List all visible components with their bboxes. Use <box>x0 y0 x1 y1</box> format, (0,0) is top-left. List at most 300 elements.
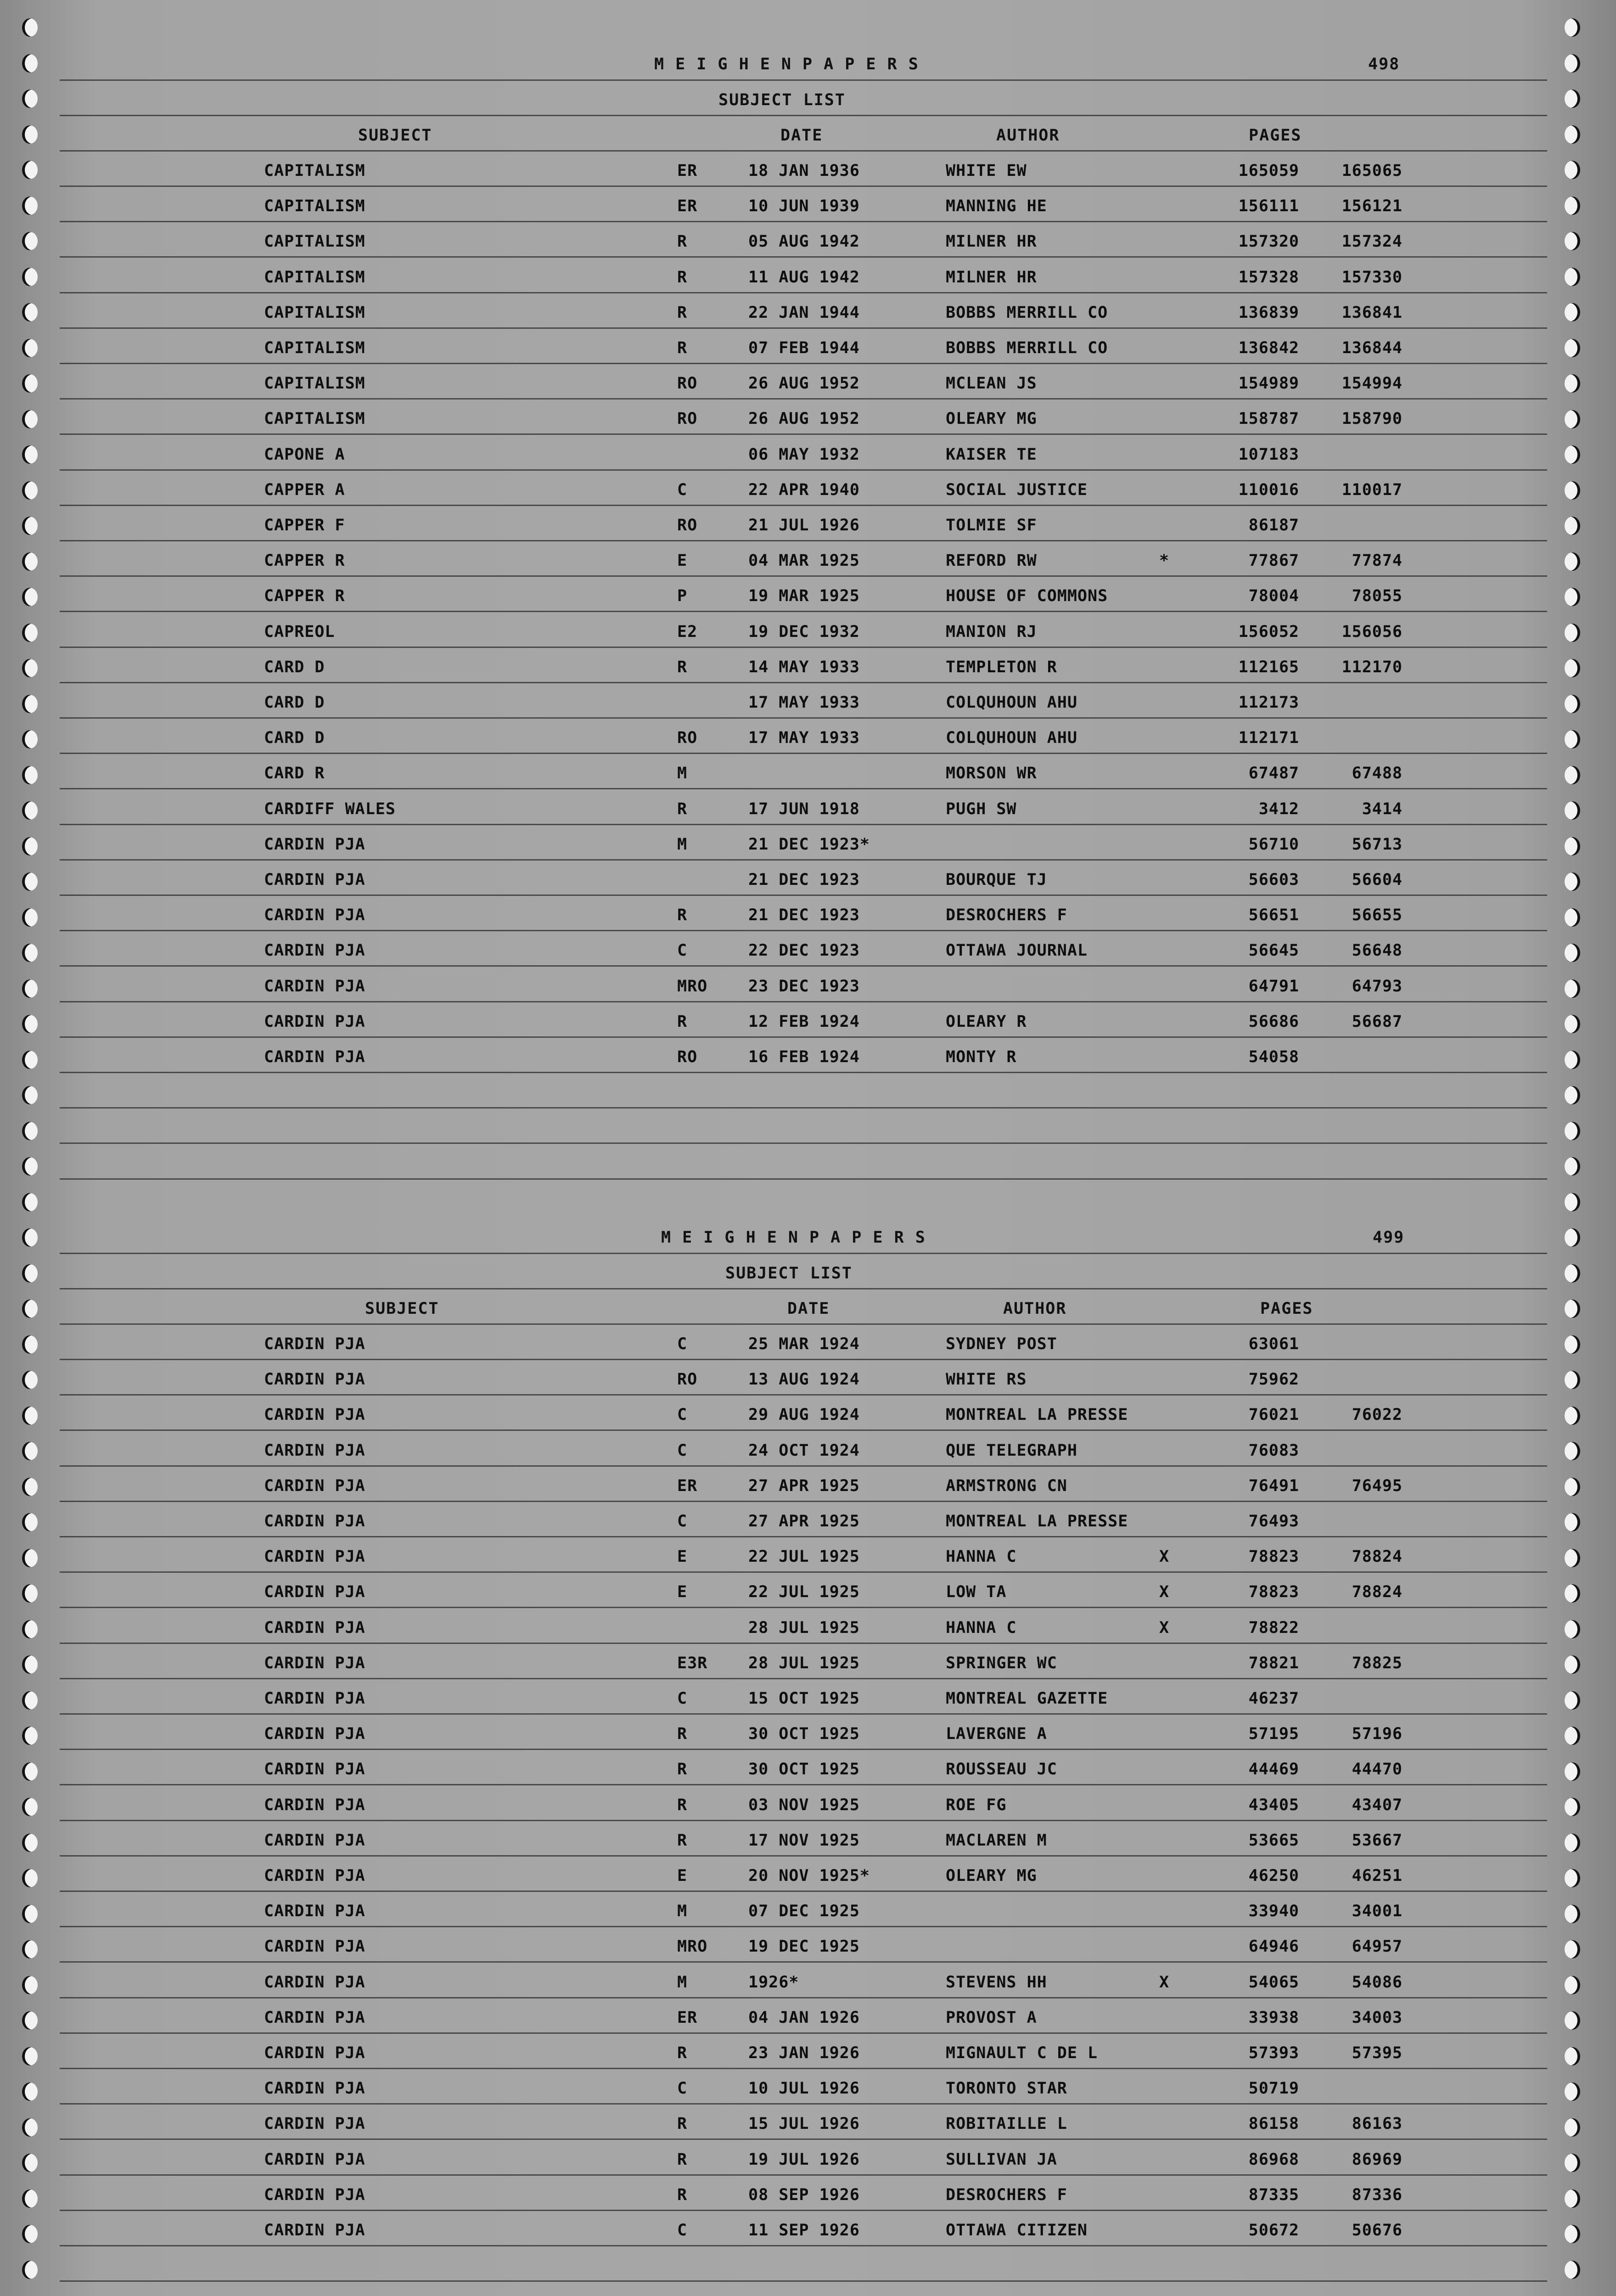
feed-hole <box>22 1834 38 1852</box>
page-start-cell: 112165 <box>1238 658 1299 676</box>
feed-hole <box>22 268 38 286</box>
table-row <box>60 587 1547 622</box>
author-cell: MONTREAL GAZETTE <box>946 1689 1108 1708</box>
page-end-cell: 154994 <box>1341 374 1403 393</box>
author-cell: SOCIAL JUSTICE <box>946 480 1088 499</box>
feed-hole <box>1565 1869 1580 1887</box>
code-cell: ER <box>677 162 698 180</box>
code-cell: R <box>677 799 688 818</box>
page-start-cell: 76021 <box>1248 1406 1299 1424</box>
subject-cell: CARDIN PJA <box>264 1618 365 1637</box>
author-cell: MILNER HR <box>946 268 1037 287</box>
page-start-cell: 33940 <box>1248 1902 1299 1921</box>
date-cell: 14 MAY 1933 <box>748 658 860 676</box>
subject-cell: CARDIN PJA <box>264 1548 365 1566</box>
subject-cell: CAPITALISM <box>264 232 365 251</box>
feed-hole <box>1565 1691 1580 1710</box>
page-end-cell: 165065 <box>1341 162 1403 180</box>
feed-hole <box>22 2261 38 2279</box>
feed-hole <box>22 517 38 535</box>
feed-hole <box>1565 1264 1580 1283</box>
date-cell: 19 DEC 1925 <box>748 1937 860 1956</box>
table-row <box>60 197 1547 232</box>
table-row <box>60 2221 1547 2257</box>
page-start-cell: 56710 <box>1248 835 1299 854</box>
feed-hole <box>22 659 38 677</box>
page-start-cell: 112173 <box>1238 693 1299 712</box>
code-cell: E <box>677 1867 688 1885</box>
code-cell: C <box>677 1335 688 1353</box>
subject-cell: CARDIN PJA <box>264 1048 365 1066</box>
table-row <box>60 906 1547 941</box>
feed-hole <box>22 1976 38 1994</box>
feed-hole <box>1565 197 1580 215</box>
subject-cell: CAPONE A <box>264 445 345 464</box>
feed-hole <box>1565 125 1580 144</box>
feed-hole <box>1565 766 1580 784</box>
feed-hole <box>1565 1905 1580 1923</box>
page-title: M E I G H E N P A P E R S <box>654 55 919 73</box>
feed-hole <box>1565 872 1580 891</box>
feed-hole <box>22 588 38 606</box>
page-start-cell: 157320 <box>1238 232 1299 251</box>
feed-hole <box>1565 339 1580 357</box>
column-header-date: DATE <box>780 126 823 145</box>
author-cell: MACLAREN M <box>946 1831 1047 1850</box>
feed-hole <box>22 1513 38 1531</box>
table-row <box>60 2115 1547 2150</box>
subject-cell: CARDIN PJA <box>264 1406 365 1424</box>
code-cell: ER <box>677 1476 698 1495</box>
feed-hole <box>22 1335 38 1354</box>
table-row <box>60 623 1547 658</box>
code-cell: R <box>677 232 688 251</box>
code-cell: RO <box>677 410 698 428</box>
code-cell: ER <box>677 197 698 216</box>
table-row <box>60 977 1547 1013</box>
table-row <box>60 339 1547 374</box>
author-cell: TEMPLETON R <box>946 658 1057 676</box>
page-end-cell: 157330 <box>1341 268 1403 287</box>
date-cell: 22 APR 1940 <box>748 480 860 499</box>
date-cell: 17 NOV 1925 <box>748 1831 860 1850</box>
table-row <box>60 693 1547 729</box>
table-row <box>60 1477 1547 1512</box>
subject-cell: CARDIN PJA <box>264 2185 365 2204</box>
subject-cell: CARDIN PJA <box>264 1441 365 1460</box>
subject-cell: CARDIN PJA <box>264 1335 365 1353</box>
feed-hole <box>1565 2261 1580 2279</box>
table-row <box>60 374 1547 410</box>
page-start-cell: 86968 <box>1248 2150 1299 2169</box>
feed-hole <box>1565 1335 1580 1354</box>
page-number: 499 <box>1373 1228 1405 1247</box>
date-cell: 21 JUL 1926 <box>748 516 860 535</box>
author-cell: SYDNEY POST <box>946 1335 1057 1353</box>
feed-hole <box>22 1691 38 1710</box>
page-start-cell: 76491 <box>1248 1476 1299 1495</box>
subject-cell: CARDIN PJA <box>264 1512 365 1531</box>
code-cell: RO <box>677 1370 698 1389</box>
feed-hole <box>1565 1655 1580 1674</box>
page-end-cell: 87336 <box>1352 2185 1403 2204</box>
table-row <box>60 481 1547 516</box>
page-end-cell: 34001 <box>1352 1902 1403 1921</box>
page-end-cell: 78824 <box>1352 1583 1403 1602</box>
feed-hole <box>1565 1228 1580 1247</box>
code-cell: E3R <box>677 1654 708 1672</box>
code-cell: C <box>677 1512 688 1531</box>
feed-hole <box>1565 268 1580 286</box>
date-cell: 28 JUL 1925 <box>748 1654 860 1672</box>
list-title: SUBJECT LIST <box>718 91 846 109</box>
page-end-cell: 136844 <box>1341 339 1403 357</box>
column-header-subject: SUBJECT <box>358 126 432 145</box>
table-row <box>60 835 1547 871</box>
code-cell: RO <box>677 1048 698 1066</box>
table-row <box>60 1013 1547 1048</box>
date-cell: 21 DEC 1923 <box>748 871 860 889</box>
table-row <box>60 1619 1547 1654</box>
feed-hole <box>1565 1798 1580 1816</box>
author-cell: OTTAWA JOURNAL <box>946 941 1088 960</box>
table-row <box>60 729 1547 764</box>
subject-cell: CAPITALISM <box>264 197 365 216</box>
author-cell: MONTY R <box>946 1048 1017 1066</box>
author-cell: PUGH SW <box>946 799 1017 818</box>
feed-hole <box>1565 1015 1580 1033</box>
subject-cell: CARDIN PJA <box>264 1370 365 1389</box>
page-end-cell: 112170 <box>1341 658 1403 676</box>
date-cell: 10 JUN 1939 <box>748 197 860 216</box>
right-tractor-holes <box>1556 0 1593 2296</box>
subject-cell: CARDIN PJA <box>264 1937 365 1956</box>
author-cell: TOLMIE SF <box>946 516 1037 535</box>
page-end-cell: 56713 <box>1352 835 1403 854</box>
table-row <box>60 1902 1547 1937</box>
author-cell: BOBBS MERRILL CO <box>946 339 1108 357</box>
feed-hole <box>22 54 38 73</box>
date-cell: 23 DEC 1923 <box>748 977 860 996</box>
page-end-cell: 158790 <box>1341 410 1403 428</box>
page-title: M E I G H E N P A P E R S <box>661 1228 926 1247</box>
feed-hole <box>22 1442 38 1460</box>
feed-hole <box>22 1478 38 1496</box>
code-cell: R <box>677 1795 688 1814</box>
date-cell: 03 NOV 1925 <box>748 1795 860 1814</box>
author-cell: MANNING HE <box>946 197 1047 216</box>
column-header-pages: PAGES <box>1249 126 1302 145</box>
date-cell: 29 AUG 1924 <box>748 1406 860 1424</box>
column-header-author: AUTHOR <box>1003 1300 1067 1318</box>
page-end-cell: 64793 <box>1352 977 1403 996</box>
feed-hole <box>22 1584 38 1603</box>
column-header-pages: PAGES <box>1260 1300 1313 1318</box>
table-row <box>60 2079 1547 2115</box>
table-row <box>60 1867 1547 1902</box>
feed-hole <box>1565 445 1580 464</box>
table-row <box>60 764 1547 799</box>
subject-cell: CARD D <box>264 693 325 712</box>
date-cell: 12 FEB 1924 <box>748 1012 860 1031</box>
feed-hole <box>22 2225 38 2243</box>
table-row <box>60 1583 1547 1618</box>
table-row <box>60 445 1547 481</box>
page-start-cell: 78822 <box>1248 1618 1299 1637</box>
page-start-cell: 50719 <box>1248 2079 1299 2098</box>
page-start-cell: 77867 <box>1248 551 1299 570</box>
feed-hole <box>1565 90 1580 108</box>
feed-hole <box>22 908 38 927</box>
subject-cell: CAPITALISM <box>264 374 365 393</box>
author-cell: LOW TA <box>946 1583 1007 1602</box>
author-cell: PROVOST A <box>946 2008 1037 2027</box>
page-start-cell: 165059 <box>1238 162 1299 180</box>
date-cell: 24 OCT 1924 <box>748 1441 860 1460</box>
date-cell: 26 AUG 1952 <box>748 374 860 393</box>
feed-hole <box>22 1086 38 1104</box>
feed-hole <box>22 232 38 250</box>
table-row <box>60 1831 1547 1867</box>
column-header-date: DATE <box>787 1300 830 1318</box>
column-header-subject: SUBJECT <box>365 1300 439 1318</box>
author-cell: ARMSTRONG CN <box>946 1476 1067 1495</box>
feed-hole <box>1565 2225 1580 2243</box>
subject-cell: CAPITALISM <box>264 162 365 180</box>
page-start-cell: 64946 <box>1248 1937 1299 1956</box>
code-cell: R <box>677 2115 688 2133</box>
author-cell: SULLIVAN JA <box>946 2150 1057 2169</box>
table-row <box>60 162 1547 197</box>
mark-cell: X <box>1159 1618 1170 1637</box>
code-cell: R <box>677 303 688 322</box>
page-end-cell: 76022 <box>1352 1406 1403 1424</box>
feed-hole <box>22 1620 38 1638</box>
page-start-cell: 56651 <box>1248 906 1299 925</box>
page-end-cell: 56648 <box>1352 941 1403 960</box>
page-end-cell: 78824 <box>1352 1548 1403 1566</box>
subject-cell: CARDIFF WALES <box>264 799 396 818</box>
author-cell: ROBITAILLE L <box>946 2115 1067 2133</box>
subject-cell: CARDIN PJA <box>264 1831 365 1850</box>
author-cell: BOURQUE TJ <box>946 871 1047 889</box>
subject-cell: CARDIN PJA <box>264 1654 365 1672</box>
date-cell: 23 JAN 1926 <box>748 2044 860 2062</box>
feed-hole <box>22 339 38 357</box>
page-end-cell: 54086 <box>1352 1973 1403 1992</box>
feed-hole <box>22 303 38 321</box>
page-start-cell: 156052 <box>1238 622 1299 641</box>
date-cell: 21 DEC 1923 <box>748 906 860 925</box>
feed-hole <box>22 410 38 428</box>
date-cell: 17 JUN 1918 <box>748 799 860 818</box>
page-start-cell: 154989 <box>1238 374 1299 393</box>
date-cell: 17 MAY 1933 <box>748 729 860 748</box>
page-end-cell: 156056 <box>1341 622 1403 641</box>
feed-hole <box>22 2118 38 2137</box>
subject-cell: CARDIN PJA <box>264 977 365 996</box>
feed-hole <box>1565 1442 1580 1460</box>
code-cell: R <box>677 2185 688 2204</box>
date-cell: 06 MAY 1932 <box>748 445 860 464</box>
page-end-cell: 3414 <box>1362 799 1403 818</box>
subject-cell: CARDIN PJA <box>264 1795 365 1814</box>
subject-cell: CAPPER A <box>264 480 345 499</box>
author-cell: WHITE EW <box>946 162 1027 180</box>
code-cell: C <box>677 1689 688 1708</box>
author-cell: MANION RJ <box>946 622 1037 641</box>
feed-hole <box>22 1228 38 1247</box>
page-start-cell: 50672 <box>1248 2221 1299 2240</box>
feed-hole <box>1565 481 1580 500</box>
feed-hole <box>22 2011 38 2030</box>
feed-hole <box>22 1727 38 1745</box>
code-cell: C <box>677 2221 688 2240</box>
page-end-cell: 56687 <box>1352 1012 1403 1031</box>
code-cell: R <box>677 268 688 287</box>
author-cell: WHITE RS <box>946 1370 1027 1389</box>
page-start-cell: 110016 <box>1238 480 1299 499</box>
page-start-cell: 78004 <box>1248 587 1299 606</box>
table-row <box>60 1654 1547 1689</box>
feed-hole <box>22 1015 38 1033</box>
page-end-cell: 156121 <box>1341 197 1403 216</box>
feed-hole <box>1565 517 1580 535</box>
feed-hole <box>1565 695 1580 713</box>
subject-cell: CARDIN PJA <box>264 1476 365 1495</box>
subject-cell: CARD D <box>264 729 325 748</box>
table-row <box>60 800 1547 835</box>
author-cell: STEVENS HH <box>946 1973 1047 1992</box>
feed-hole <box>22 1549 38 1567</box>
feed-hole <box>22 1051 38 1069</box>
code-cell: R <box>677 339 688 357</box>
page-start-cell: 43405 <box>1248 1795 1299 1814</box>
table-row <box>60 1048 1547 1083</box>
feed-hole <box>1565 979 1580 998</box>
page-end-cell: 43407 <box>1352 1795 1403 1814</box>
feed-hole <box>1565 18 1580 37</box>
page-end-cell: 44470 <box>1352 1760 1403 1779</box>
feed-hole <box>1565 1549 1580 1567</box>
author-cell: MILNER HR <box>946 232 1037 251</box>
page-end-cell: 67488 <box>1352 764 1403 783</box>
page-end-cell: 46251 <box>1352 1867 1403 1885</box>
page-end-cell: 78055 <box>1352 587 1403 606</box>
feed-hole <box>22 1407 38 1425</box>
date-cell: 22 JUL 1925 <box>748 1583 860 1602</box>
author-cell: DESROCHERS F <box>946 906 1067 925</box>
feed-hole <box>1565 1513 1580 1531</box>
feed-hole <box>1565 1086 1580 1104</box>
table-row <box>60 1760 1547 1795</box>
feed-hole <box>22 837 38 855</box>
page-start-cell: 63061 <box>1248 1335 1299 1353</box>
date-cell: 30 OCT 1925 <box>748 1725 860 1744</box>
table-row <box>60 2009 1547 2044</box>
date-cell: 17 MAY 1933 <box>748 693 860 712</box>
feed-hole <box>1565 1193 1580 1211</box>
mark-cell: X <box>1159 1583 1170 1602</box>
feed-hole <box>22 374 38 393</box>
feed-hole <box>1565 1407 1580 1425</box>
author-cell: LAVERGNE A <box>946 1725 1047 1744</box>
author-cell: OLEARY R <box>946 1012 1027 1031</box>
feed-hole <box>1565 1300 1580 1318</box>
feed-hole <box>1565 2011 1580 2030</box>
author-cell: SPRINGER WC <box>946 1654 1057 1672</box>
page-start-cell: 56603 <box>1248 871 1299 889</box>
code-cell: M <box>677 764 688 783</box>
code-cell: M <box>677 835 688 854</box>
feed-hole <box>22 766 38 784</box>
author-cell: COLQUHOUN AHU <box>946 693 1077 712</box>
table-row <box>60 410 1547 445</box>
date-cell: 11 AUG 1942 <box>748 268 860 287</box>
page-start-cell: 67487 <box>1248 764 1299 783</box>
page-end-cell: 77874 <box>1352 551 1403 570</box>
table-row <box>60 1937 1547 1973</box>
feed-hole <box>22 2154 38 2172</box>
date-cell: 07 DEC 1925 <box>748 1902 860 1921</box>
table-row <box>60 1973 1547 2009</box>
page-start-cell: 78823 <box>1248 1583 1299 1602</box>
subject-cell: CARDIN PJA <box>264 1583 365 1602</box>
feed-hole <box>1565 374 1580 393</box>
page-start-cell: 156111 <box>1238 197 1299 216</box>
page-end-cell: 64957 <box>1352 1937 1403 1956</box>
page-start-cell: 86158 <box>1248 2115 1299 2133</box>
date-cell: 04 MAR 1925 <box>748 551 860 570</box>
feed-hole <box>22 1798 38 1816</box>
date-cell: 28 JUL 1925 <box>748 1618 860 1637</box>
subject-cell: CARDIN PJA <box>264 1725 365 1744</box>
page-end-cell: 56655 <box>1352 906 1403 925</box>
page-start-cell: 78821 <box>1248 1654 1299 1672</box>
feed-hole <box>22 730 38 748</box>
page-start-cell: 64791 <box>1248 977 1299 996</box>
table-row <box>60 1370 1547 1406</box>
page-end-cell: 57395 <box>1352 2044 1403 2062</box>
feed-hole <box>22 2189 38 2208</box>
code-cell: E <box>677 551 688 570</box>
author-cell: TORONTO STAR <box>946 2079 1067 2098</box>
feed-hole <box>22 1905 38 1923</box>
feed-hole <box>1565 2154 1580 2172</box>
page-end-cell: 110017 <box>1341 480 1403 499</box>
feed-hole <box>1565 2118 1580 2137</box>
feed-hole <box>22 1264 38 1283</box>
feed-hole <box>22 2082 38 2101</box>
feed-hole <box>22 1655 38 1674</box>
page-start-cell: 86187 <box>1248 516 1299 535</box>
table-row <box>60 2044 1547 2079</box>
date-cell: 22 JUL 1925 <box>748 1548 860 1566</box>
subject-cell: CARDIN PJA <box>264 2150 365 2169</box>
feed-hole <box>22 18 38 37</box>
code-cell: ER <box>677 2008 698 2027</box>
feed-hole <box>22 481 38 500</box>
code-cell: C <box>677 1406 688 1424</box>
page-end-cell: 86163 <box>1352 2115 1403 2133</box>
table-row <box>60 1725 1547 1760</box>
author-cell: OTTAWA CITIZEN <box>946 2221 1088 2240</box>
subject-cell: CARDIN PJA <box>264 1760 365 1779</box>
feed-hole <box>1565 2047 1580 2065</box>
feed-hole <box>22 445 38 464</box>
table-row <box>60 658 1547 693</box>
code-cell: R <box>677 658 688 676</box>
